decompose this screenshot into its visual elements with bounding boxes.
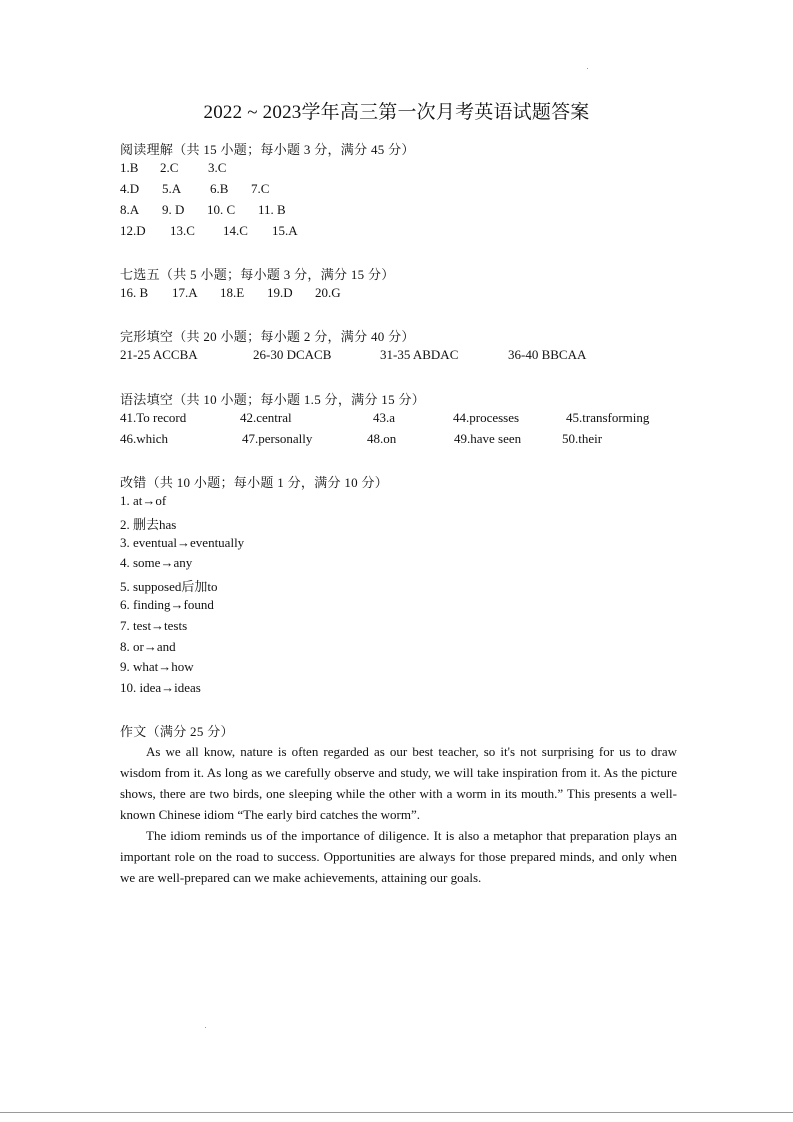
correction-item-4: 4. some→any (120, 555, 193, 570)
cloze-header: 完形填空（共 20 小题；每小题 2 分，满分 40 分） (120, 329, 415, 344)
answer-15: 15.A (272, 223, 298, 238)
correction-item-9: 9. what→how (120, 659, 194, 674)
answer-6: 6.B (210, 181, 229, 196)
correction-header: 改错（共 10 小题；每小题 1 分，满分 10 分） (120, 475, 389, 490)
seven-choose-five-row (0, 285, 793, 303)
answer-19: 19.D (267, 285, 293, 300)
reading-row-2 (0, 181, 793, 199)
cloze-group-3: 31-35 ABDAC (380, 347, 459, 362)
page-title: 2022 ~ 2023学年高三第一次月考英语试题答案 (203, 102, 590, 123)
answer-7: 7.C (251, 181, 270, 196)
grammar-row-1 (0, 410, 793, 428)
answer-47: 47.personally (242, 431, 313, 446)
correction-item-7: 7. test→tests (120, 618, 188, 633)
essay-paragraph-2: The idiom reminds us of the importance of diligence. It is also a metaphor that preparation plays an important role on the road to success. Opportunities are always for those prepared minds, and only when we are well-prepared can we make achievements, attaining our goals. (120, 828, 677, 885)
answer-48: 48.on (367, 431, 397, 446)
answer-5: 5.A (162, 181, 182, 196)
correction-item-3: 3. eventual→eventually (120, 535, 245, 550)
answer-2: 2.C (160, 160, 179, 175)
answer-1: 1.B (120, 160, 139, 175)
essay-paragraph-1: As we all know, nature is often regarded as our best teacher, so it's not surprising for us to draw wisdom from it. As long as we carefully observe and study, we will take inspiration from it. As the picture shows, there are two birds, one sleeping while the other with a worm in its mouth.” This presents a well-known Chinese idiom “The early bird catches the worm”. (120, 744, 677, 822)
correction-item-1: 1. at→of (120, 493, 167, 508)
answer-46: 46.which (120, 431, 169, 446)
answer-8: 8.A (120, 202, 140, 217)
correction-item-5: 5. supposed后加to (120, 579, 218, 594)
answer-18: 18.E (220, 285, 245, 300)
seven-choose-five-header: 七选五（共 5 小题；每小题 3 分，满分 15 分） (120, 267, 395, 282)
scan-dot (205, 1027, 206, 1028)
answer-17: 17.A (172, 285, 198, 300)
answer-20: 20.G (315, 285, 341, 300)
reading-header: 阅读理解（共 15 小题；每小题 3 分，满分 45 分） (120, 142, 415, 157)
answer-11: 11. B (258, 202, 286, 217)
scan-dot (587, 68, 588, 69)
cloze-group-2: 26-30 DCACB (253, 347, 332, 362)
answer-3: 3.C (208, 160, 227, 175)
grammar-row-2 (0, 431, 793, 449)
reading-row-3 (0, 202, 793, 220)
answer-45: 45.transforming (566, 410, 650, 425)
answer-13: 13.C (170, 223, 195, 238)
correction-item-8: 8. or→and (120, 639, 176, 654)
answer-10: 10. C (207, 202, 236, 217)
answer-4: 4.D (120, 181, 140, 196)
grammar-header: 语法填空（共 10 小题；每小题 1.5 分，满分 15 分） (120, 392, 426, 407)
answer-14: 14.C (223, 223, 248, 238)
correction-item-6: 6. finding→found (120, 597, 214, 612)
page-bottom-divider (0, 1112, 793, 1113)
answer-16: 16. B (120, 285, 149, 300)
answer-9: 9. D (162, 202, 185, 217)
cloze-row (0, 347, 793, 365)
reading-row-4 (0, 223, 793, 241)
cloze-group-4: 36-40 BBCAA (508, 347, 587, 362)
cloze-group-1: 21-25 ACCBA (120, 347, 198, 362)
answer-12: 12.D (120, 223, 146, 238)
answer-43: 43.a (373, 410, 396, 425)
answer-41: 41.To record (120, 410, 187, 425)
correction-item-2: 2. 删去has (120, 517, 177, 532)
essay-header: 作文（满分 25 分） (120, 724, 234, 739)
essay-body (120, 741, 677, 888)
correction-item-10: 10. idea→ideas (120, 680, 201, 695)
answer-49: 49.have seen (454, 431, 522, 446)
answer-50: 50.their (562, 431, 603, 446)
reading-row-1 (0, 160, 793, 178)
answer-42: 42.central (240, 410, 292, 425)
answer-44: 44.processes (453, 410, 520, 425)
